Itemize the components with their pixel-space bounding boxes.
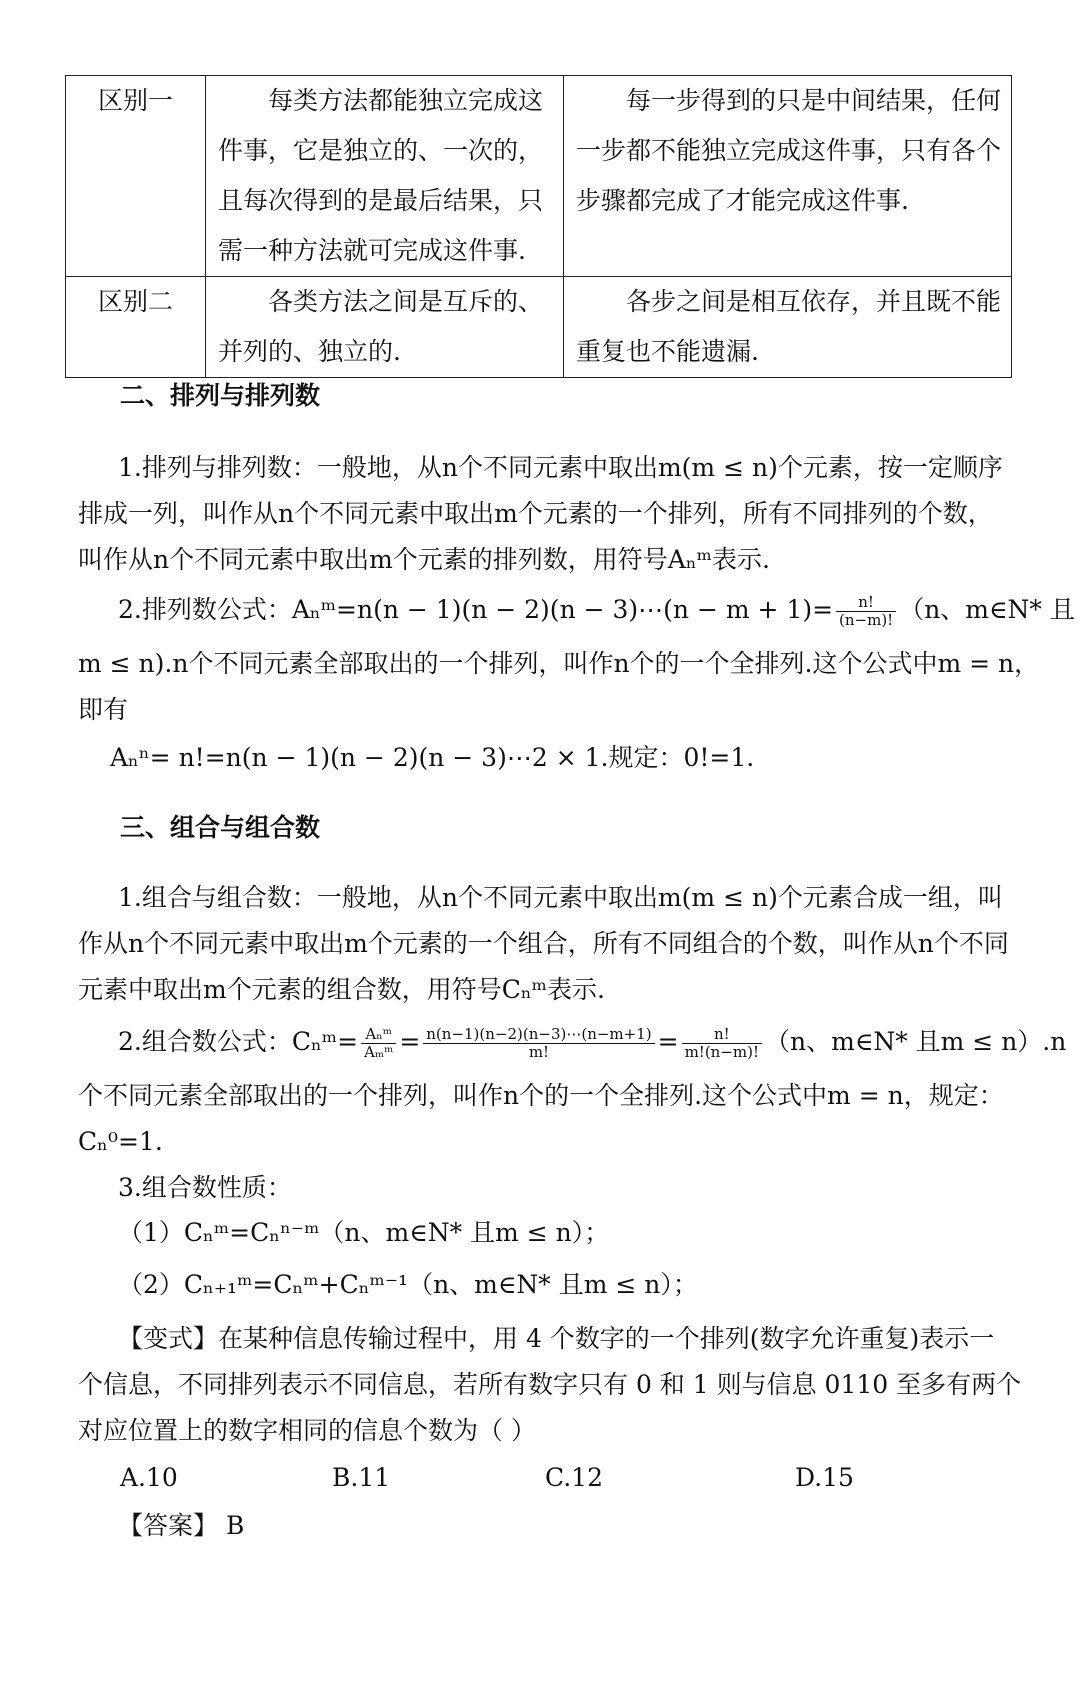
combination-definition-line: 元素中取出m个元素的组合数，用符号Cₙᵐ表示. [78, 975, 605, 1004]
fraction-denominator: Aₘᵐ [364, 1043, 394, 1061]
row-label: 区别二 [66, 277, 206, 378]
question-line: 个信息，不同排列表示不同信息，若所有数字只有 0 和 1 则与信息 0110 至多有两个 [78, 1370, 1022, 1399]
combination-formula-line: 2.组合数公式：Cₙᵐ= $\frac{\text{Aₙᵐ}}{\text{Aₘᵐ}}$ = $\frac{n(n-1)(n-2)(n-3)\cdots(n-m+1)}{m!}$ = $\frac{n!}{m!(n-m)!}$ （n、m∈N* 且m ≤ n）.n [118, 1025, 1067, 1061]
fraction-denominator: m! [528, 1043, 550, 1061]
combination-formula-line: 个不同元素全部取出的一个排列，叫作n个的一个全排列.这个公式中m = n，规定： [78, 1081, 1004, 1110]
full-permutation-formula: Aₙⁿ= n!=n(n − 1)(n − 2)(n − 3)⋯2 × 1.规定：0!=1. [110, 743, 755, 772]
fraction-numerator: n(n−1)(n−2)(n−3)⋯(n−m+1) [423, 1026, 654, 1044]
combination-property: （1）Cₙᵐ=Cₙⁿ⁻ᵐ（n、m∈N* 且m ≤ n）； [118, 1218, 610, 1247]
combination-properties-title: 3.组合数性质： [118, 1173, 292, 1202]
permutation-formula-line: m ≤ n).n个不同元素全部取出的一个排列，叫作n个的一个全排列.这个公式中m = n， [78, 649, 1040, 678]
question-line: 【变式】在某种信息传输过程中，用 4 个数字的一个排列(数字允许重复)表示一 [118, 1324, 995, 1353]
option-c: C.12 [545, 1463, 603, 1492]
section-heading-permutation: 二、排列与排列数 [120, 381, 321, 410]
permutation-formula-line [118, 592, 1075, 629]
question-line: 对应位置上的数字相同的信息个数为（ ） [78, 1416, 536, 1445]
combination-property: （2）Cₙ₊₁ᵐ=Cₙᵐ+Cₙᵐ⁻¹（n、m∈N* 且m ≤ n）； [118, 1270, 698, 1299]
formula-prefix: 2.排列数公式：Aₙᵐ=n(n − 1)(n − 2)(n − 3)⋯(n − m + 1)= [118, 595, 834, 624]
fraction [361, 1026, 396, 1061]
table-row [66, 277, 1012, 378]
formula-suffix: （n、m∈N* 且m ≤ n）.n [765, 1027, 1067, 1056]
answer-line: 【答案】 B [118, 1511, 245, 1540]
addition-principle-cell: 每类方法都能独立完成这件事，它是独立的、一次的，且每次得到的是最后结果，只需一种方法就可完成这件事. [206, 76, 564, 277]
multiplication-principle-cell: 每一步得到的只是中间结果，任何一步都不能独立完成这件事，只有各个步骤都完成了才能完成这件事. [564, 76, 1012, 277]
combination-definition-line: 1.组合与组合数：一般地，从n个不同元素中取出m(m ≤ n)个元素合成一组，叫 [118, 883, 1003, 912]
row-label: 区别一 [66, 76, 206, 277]
multiplication-principle-cell: 各步之间是相互依存，并且既不能重复也不能遗漏. [564, 277, 1012, 378]
permutation-formula-line: 即有 [78, 695, 129, 724]
formula-prefix: 2.组合数公式：Cₙᵐ= [118, 1027, 359, 1056]
fraction-denominator: m!(n−m)! [684, 1043, 760, 1061]
section-heading-combination: 三、组合与组合数 [120, 813, 321, 842]
fraction-numerator: n! [836, 594, 896, 612]
combination-formula-line: Cₙ⁰=1. [78, 1127, 163, 1156]
permutation-definition-line: 叫作从n个不同元素中取出m个元素的排列数，用符号Aₙᵐ表示. [78, 545, 770, 574]
option-a: A.10 [120, 1463, 178, 1492]
table-row [66, 76, 1012, 277]
fraction [836, 594, 896, 629]
fraction-denominator: (n−m)! [839, 611, 894, 629]
fraction-numerator: Aₙᵐ [361, 1026, 396, 1044]
option-b: B.11 [332, 1463, 391, 1492]
formula-suffix: （n、m∈N* 且 [899, 595, 1075, 624]
permutation-definition-line: 1.排列与排列数：一般地，从n个不同元素中取出m(m ≤ n)个元素，按一定顺序 [118, 453, 1003, 482]
permutation-definition-line: 排成一列，叫作从n个不同元素中取出m个元素的一个排列，所有不同排列的个数， [78, 499, 993, 528]
option-d: D.15 [795, 1463, 854, 1492]
combination-definition-line: 作从n个不同元素中取出m个元素的一个组合，所有不同组合的个数，叫作从n个不同 [78, 929, 1009, 958]
comparison-table [65, 75, 1012, 378]
fraction [682, 1026, 762, 1061]
addition-principle-cell: 各类方法之间是互斥的、并列的、独立的. [206, 277, 564, 378]
fraction [423, 1026, 654, 1061]
fraction-numerator: n! [682, 1026, 762, 1044]
